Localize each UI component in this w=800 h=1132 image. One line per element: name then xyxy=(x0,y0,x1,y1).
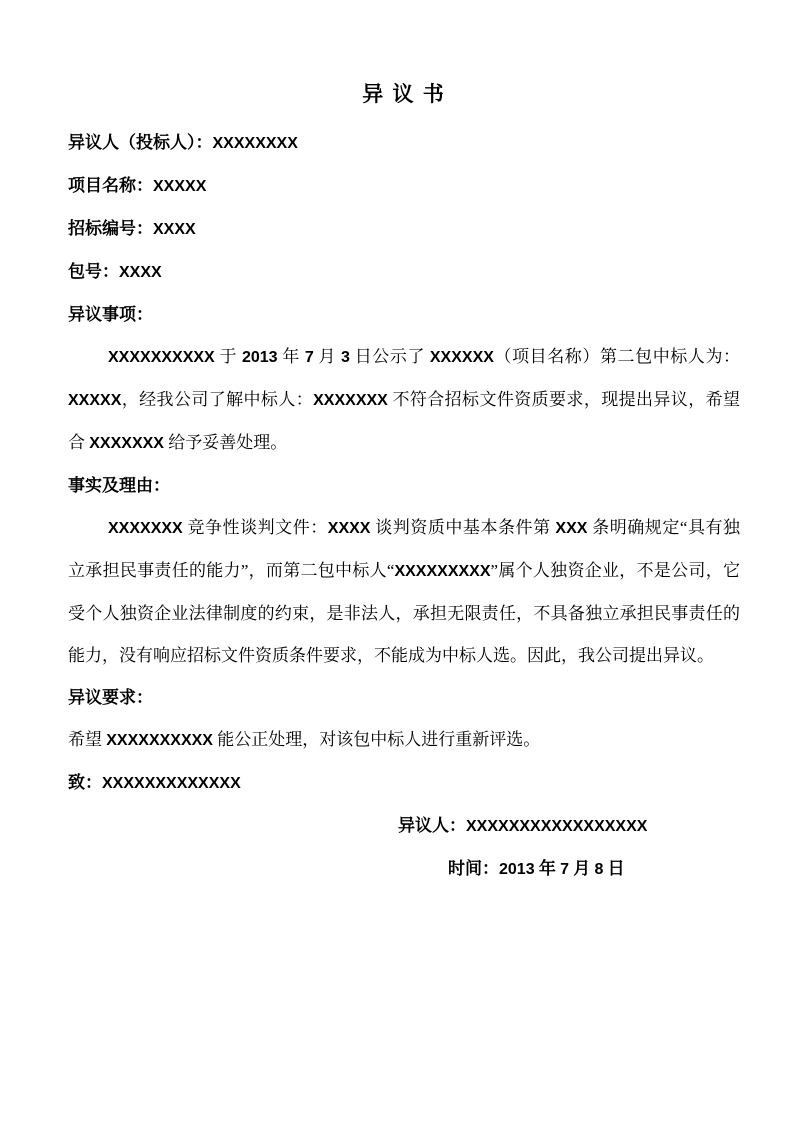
field-package-number xyxy=(68,251,740,294)
field-project-name xyxy=(68,165,740,208)
section-paragraph-objection-matters: XXXXXXXXXX 于 2013 年 7 月 3 日公示了 XXXXXX（项目名称）第二包中标人为：XXXXX，经我公司了解中标人：XXXXXXX 不符合招标文件资质要求，现提出异议，希望合 XXXXXXX 给予妥善处理。 xyxy=(68,347,741,452)
section-heading-objection-matters: 异议事项： xyxy=(68,305,153,324)
signature-date-line xyxy=(448,848,740,891)
addressee-label: 致： xyxy=(68,773,102,792)
signature-objector-line xyxy=(398,805,740,848)
field-objector-label: 异议人（投标人）： xyxy=(68,133,213,152)
field-tender-number xyxy=(68,208,740,251)
addressee-line xyxy=(68,762,740,805)
signature-date-label: 时间： xyxy=(448,859,499,878)
addressee-value: XXXXXXXXXXXXX xyxy=(102,775,241,792)
section-heading-facts-and-reasons: 事实及理由： xyxy=(68,476,170,495)
field-objector xyxy=(68,122,740,165)
document-title: 异 议 书 xyxy=(362,82,446,106)
section-paragraph-facts-and-reasons: XXXXXXX 竞争性谈判文件：XXXX 谈判资质中基本条件第 XXX 条明确规定“具有独立承担民事责任的能力”，而第二包中标人“XXXXXXXXX”属个人独资企业，不是公司，它受个人独资企业法律制度的约束，是非法人，承担无限责任，不具备独立承担民事责任的能力，没有响应招标文件资质条件要求，不能成为中标人选。因此，我公司提出异议。 xyxy=(68,518,741,665)
field-objector-value: XXXXXXXX xyxy=(212,135,298,152)
section-heading-objection-request: 异议要求： xyxy=(68,688,153,707)
field-package-number-label: 包号： xyxy=(68,262,119,281)
field-tender-number-value: XXXX xyxy=(153,221,196,238)
signature-objector-value: XXXXXXXXXXXXXXXXX xyxy=(466,818,648,835)
section-paragraph-objection-request: 希望 XXXXXXXXXX 能公正处理，对该包中标人进行重新评选。 xyxy=(68,730,541,749)
signature-date-value: 2013 年 7 月 8 日 xyxy=(499,859,625,878)
field-tender-number-label: 招标编号： xyxy=(68,219,153,238)
field-project-name-value: XXXXX xyxy=(153,178,207,195)
signature-objector-label: 异议人： xyxy=(398,816,466,835)
field-project-name-label: 项目名称： xyxy=(68,176,153,195)
field-package-number-value: XXXX xyxy=(119,264,162,281)
